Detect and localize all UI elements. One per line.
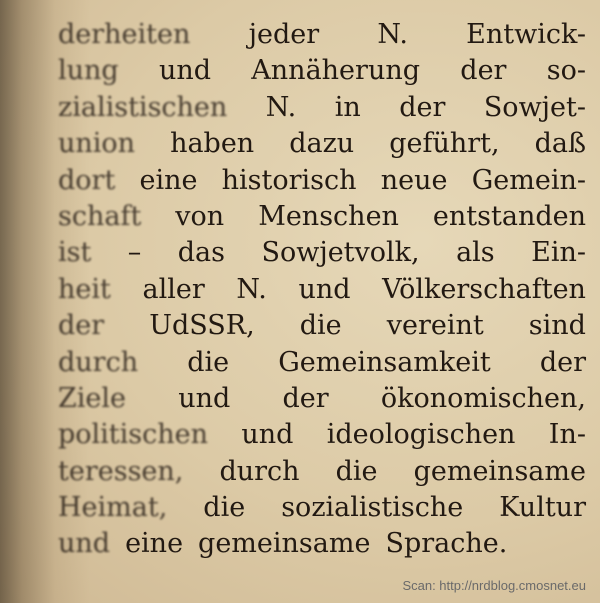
word: die xyxy=(299,310,342,342)
word: aller xyxy=(142,273,205,305)
word: und xyxy=(58,528,111,560)
word: in xyxy=(334,91,361,123)
word: N. xyxy=(265,91,297,123)
word: Völkerschaften xyxy=(382,273,586,305)
word: Sowjetvolk, xyxy=(261,237,420,269)
text-line xyxy=(58,490,586,526)
text-line xyxy=(58,345,586,381)
word: haben xyxy=(170,128,255,160)
word: ist xyxy=(58,237,92,269)
text-line xyxy=(58,163,586,199)
word: die xyxy=(187,346,230,378)
word: die xyxy=(203,492,246,524)
word: ökonomischen, xyxy=(380,382,586,414)
word: und xyxy=(298,273,351,305)
text-line xyxy=(58,526,586,562)
word: dazu xyxy=(289,128,355,160)
word: N. xyxy=(377,19,408,50)
word: die xyxy=(335,455,378,487)
word: Gemeinsamkeit xyxy=(278,346,491,378)
text-line xyxy=(58,235,586,271)
word: Entwick- xyxy=(466,19,586,50)
word: Kultur xyxy=(499,492,586,524)
word: dort xyxy=(58,164,116,196)
word: sind xyxy=(528,310,586,342)
word: politischen xyxy=(58,419,209,451)
word: Ein- xyxy=(531,237,586,269)
word: jeder xyxy=(248,19,320,50)
word: UdSSR, xyxy=(149,310,255,342)
word: als xyxy=(456,237,495,269)
text-line xyxy=(58,417,586,453)
word: der xyxy=(399,91,446,123)
text-line xyxy=(58,381,586,417)
word: daß xyxy=(534,128,586,160)
scan-credit: Scan: http://nrdblog.cmosnet.eu xyxy=(402,578,586,593)
word: so- xyxy=(546,55,586,87)
word: historisch xyxy=(221,164,357,196)
word: heit xyxy=(58,273,111,305)
word: Ziele xyxy=(58,382,126,414)
word: der xyxy=(539,346,586,378)
word: schaft xyxy=(58,200,142,232)
word: Heimat, xyxy=(58,492,168,524)
word: eine xyxy=(125,528,184,560)
word: neue xyxy=(380,164,448,196)
word: Sowjet- xyxy=(483,91,586,123)
word: lung xyxy=(58,55,119,87)
text-line xyxy=(58,454,586,490)
word: und xyxy=(158,55,212,87)
text-line xyxy=(58,90,586,126)
word: das xyxy=(177,237,225,269)
word: Sprache. xyxy=(385,528,508,560)
text-line xyxy=(58,272,586,308)
text-line xyxy=(58,17,586,53)
word: Annäherung xyxy=(251,55,421,87)
word: und xyxy=(241,419,294,451)
word: gemeinsame xyxy=(413,455,586,487)
word: ideologischen xyxy=(326,419,516,451)
cut-off-top-line xyxy=(58,0,586,11)
word: geführt, xyxy=(389,128,500,160)
word: der xyxy=(282,382,329,414)
word: Gemein- xyxy=(471,164,586,196)
word: gemeinsame xyxy=(198,528,371,560)
word: N. xyxy=(236,273,267,305)
text-line xyxy=(58,199,586,235)
text-line xyxy=(58,53,586,89)
text-block xyxy=(58,0,586,563)
word: zialistischen xyxy=(58,91,228,123)
word: teressen, xyxy=(58,455,184,487)
word: entstanden xyxy=(432,200,586,232)
word: eine xyxy=(139,164,198,196)
word: derheiten xyxy=(58,19,191,50)
word: der xyxy=(460,55,507,87)
word: union xyxy=(58,128,136,160)
word: In- xyxy=(548,419,586,451)
word: durch xyxy=(58,346,139,378)
word: von xyxy=(175,200,225,232)
word: durch xyxy=(219,455,300,487)
text-line xyxy=(58,308,586,344)
text-line xyxy=(58,126,586,162)
word: vereint xyxy=(386,310,484,342)
word: und xyxy=(178,382,231,414)
word: der xyxy=(58,310,105,342)
word: – xyxy=(127,237,142,269)
word: Menschen xyxy=(258,200,399,232)
word: sozialistische xyxy=(281,492,464,524)
